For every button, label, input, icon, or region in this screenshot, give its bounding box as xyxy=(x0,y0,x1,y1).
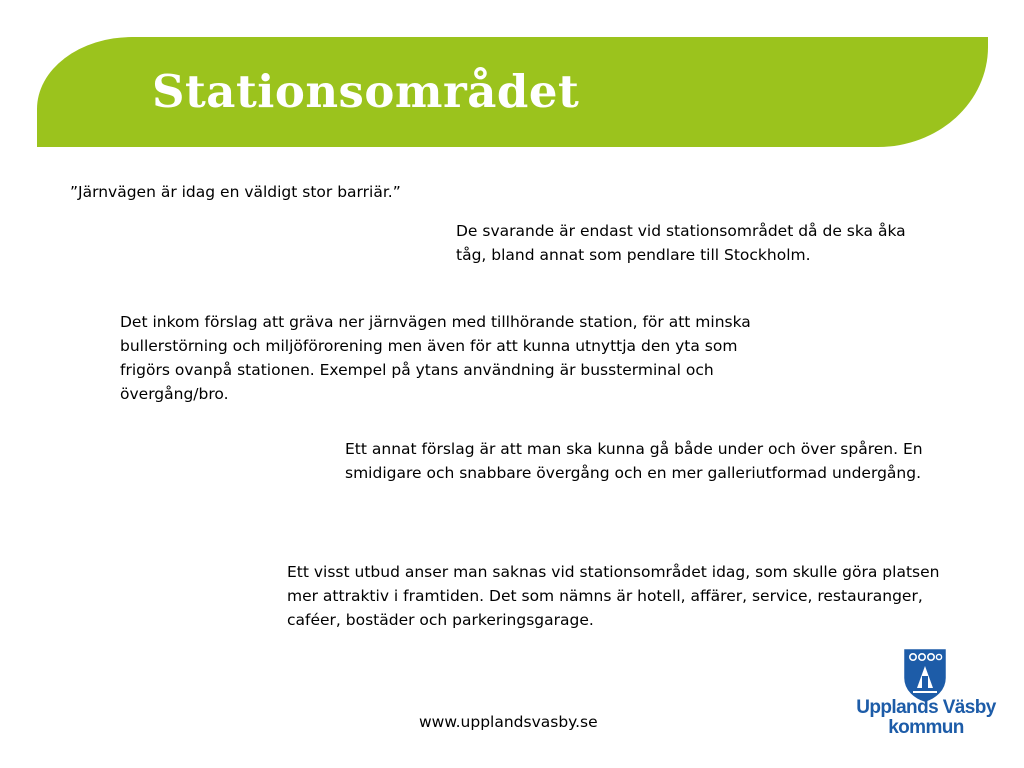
slide-title: Stationsområdet xyxy=(152,65,580,118)
municipality-logo xyxy=(853,648,999,744)
logo-line-kommun: kommun xyxy=(888,717,964,738)
footer-url: www.upplandsvasby.se xyxy=(419,713,598,731)
services-paragraph: Ett visst utbud anser man saknas vid stationsområdet idag, som skulle göra platsen mer attraktiv i framtiden. Det som nämns är hotell, affärer, service, restauranger, caféer, bostäder och parkeringsgarage. xyxy=(287,563,940,629)
tunnel-proposal-paragraph: Det inkom förslag att gräva ner järnvägen med tillhörande station, för att minska bullerstörning och miljöförorening men även för att kunna utnyttja den yta som frigörs ovanpå stationen. Exempel på ytans användning är bussterminal och övergång/bro. xyxy=(120,313,751,403)
quote-text: ”Järnvägen är idag en väldigt stor barriär.” xyxy=(70,183,401,201)
coat-of-arms-icon xyxy=(903,648,947,702)
logo-line-name: Upplands Väsby xyxy=(856,697,996,718)
crossing-proposal-paragraph: Ett annat förslag är att man ska kunna gå både under och över spåren. En smidigare och snabbare övergång och en mer galleriutformad undergång. xyxy=(345,440,923,482)
logo-wordmark xyxy=(853,698,999,738)
travelers-paragraph: De svarande är endast vid stationsområdet då de ska åka tåg, bland annat som pendlare till Stockholm. xyxy=(456,222,906,264)
